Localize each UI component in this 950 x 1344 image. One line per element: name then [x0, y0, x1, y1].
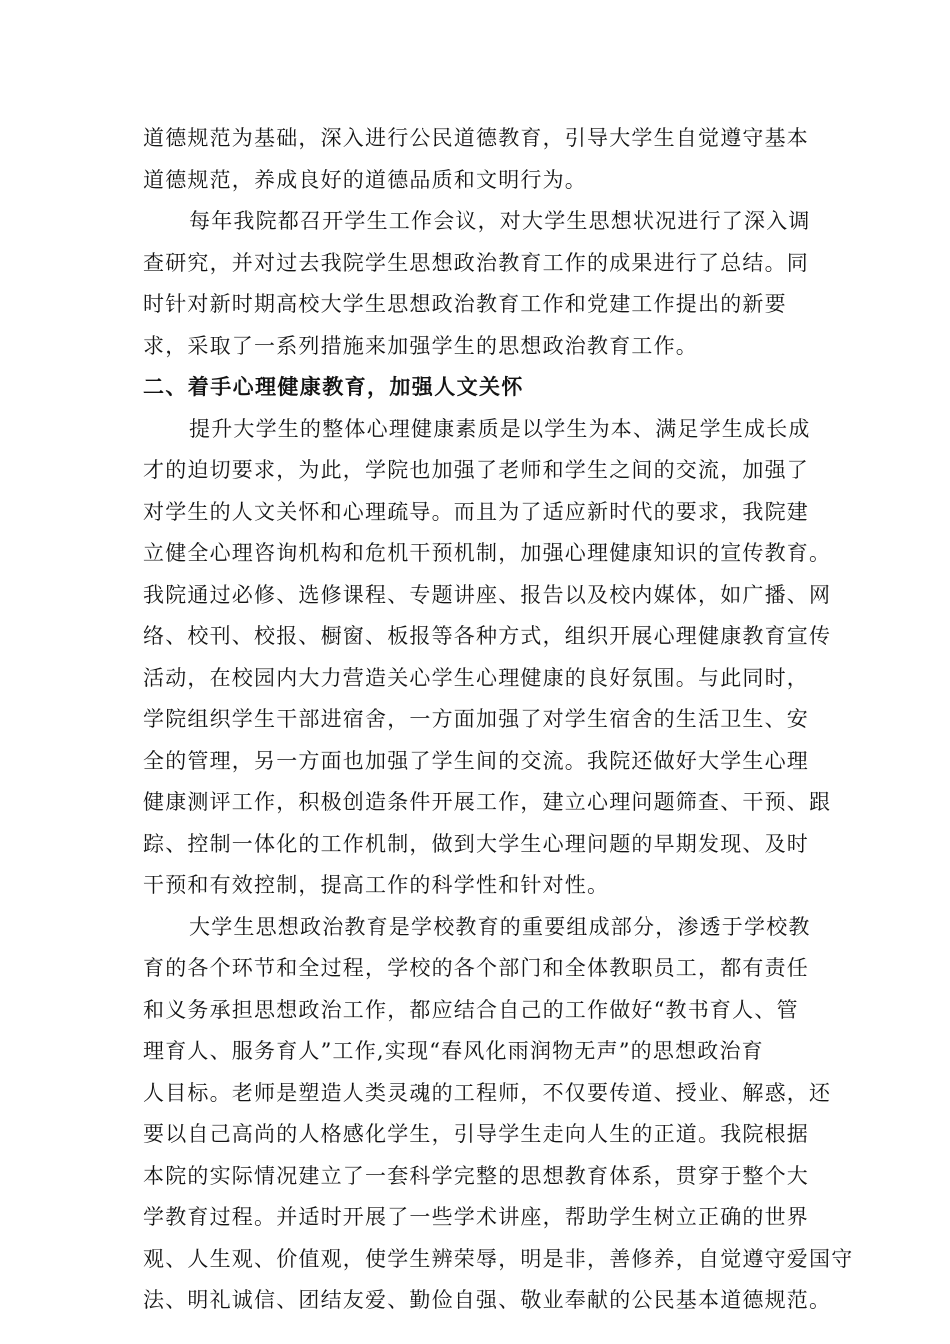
paragraph-line: 学院组织学生干部进宿舍，一方面加强了对学生宿舍的生活卫生、安 — [143, 707, 809, 731]
paragraph-line: 法、明礼诚信、团结友爱、勤俭自强、敬业奉献的公民基本道德规范。 — [143, 1288, 832, 1312]
paragraph-3 — [143, 409, 832, 907]
paragraph-line: 和义务承担思想政治工作，都应结合自己的工作做好“教书育人、管 — [143, 997, 799, 1022]
paragraph-line: 本院的实际情况建立了一套科学完整的思想教育体系，贯穿于整个大 — [143, 1163, 809, 1188]
paragraph-line: 求，采取了一系列措施来加强学生的思想政治教育工作。 — [143, 333, 698, 358]
paragraph-line: 全的管理，另一方面也加强了学生间的交流。我院还做好大学生心理 — [143, 748, 809, 773]
paragraph-line: 活动，在校园内大力营造关心学生心理健康的良好氛围。与此同时， — [143, 665, 809, 690]
paragraph-line: 踪、控制一体化的工作机制，做到大学生心理问题的早期发现、及时 — [143, 831, 809, 856]
paragraph-line: 道德规范，养成良好的道德品质和文明行为。 — [143, 167, 587, 192]
paragraph-4 — [143, 907, 854, 1322]
paragraph-line: 立健全心理咨询机构和危机干预机制，加强心理健康知识的宣传教育。 — [143, 541, 832, 565]
paragraph-line: 学教育过程。并适时开展了一些学术讲座，帮助学生树立正确的世界 — [143, 1205, 809, 1229]
paragraph-line: 要以自己高尚的人格感化学生，引导学生走向人生的正道。我院根据 — [143, 1122, 809, 1146]
paragraph-2 — [143, 201, 813, 367]
paragraph-line: 育的各个环节和全过程，学校的各个部门和全体教职员工，都有责任 — [143, 956, 809, 980]
paragraph-line: 大学生思想政治教育是学校教育的重要组成部分，渗透于学校教 — [189, 914, 811, 939]
paragraph-line: 对学生的人文关怀和心理疏导。而且为了适应新时代的要求，我院建 — [143, 499, 809, 524]
paragraph-1 — [143, 118, 813, 201]
paragraph-line: 我院通过必修、选修课程、专题讲座、报告以及校内媒体，如广播、网 — [143, 582, 832, 607]
paragraph-line: 每年我院都召开学生工作会议，对大学生思想状况进行了深入调 — [189, 209, 811, 233]
paragraph-line: 健康测评工作，积极创造条件开展工作，建立心理问题筛查、干预、跟 — [143, 790, 832, 814]
paragraph-line: 道德规范为基础，深入进行公民道德教育，引导大学生自觉遵守基本 — [143, 126, 809, 150]
paragraph-line: 查研究，并对过去我院学生思想政治教育工作的成果进行了总结。同 — [143, 250, 809, 275]
document-body — [143, 118, 854, 1322]
paragraph-line: 理育人、服务育人”工作,实现“春风化雨润物无声”的思想政治育 — [143, 1039, 764, 1063]
paragraph-line: 干预和有效控制，提高工作的科学性和针对性。 — [143, 873, 610, 897]
section-heading: 二、着手心理健康教育，加强人文关怀 — [143, 375, 524, 399]
paragraph-line: 络、校刊、校报、橱窗、板报等各种方式，组织开展心理健康教育宣传 — [143, 624, 832, 648]
paragraph-line: 提升大学生的整体心理健康素质是以学生为本、满足学生成长成 — [189, 416, 811, 441]
paragraph-line: 时针对新时期高校大学生思想政治教育工作和党建工作提出的新要 — [143, 292, 787, 316]
paragraph-line: 观、人生观、价值观，使学生辨荣辱，明是非，善修养，自觉遵守爱国守 — [143, 1246, 854, 1271]
paragraph-line: 人目标。老师是塑造人类灵魂的工程师，不仅要传道、授业、解惑，还 — [143, 1080, 832, 1105]
paragraph-line: 才的迫切要求，为此，学院也加强了老师和学生之间的交流，加强了 — [143, 458, 809, 482]
